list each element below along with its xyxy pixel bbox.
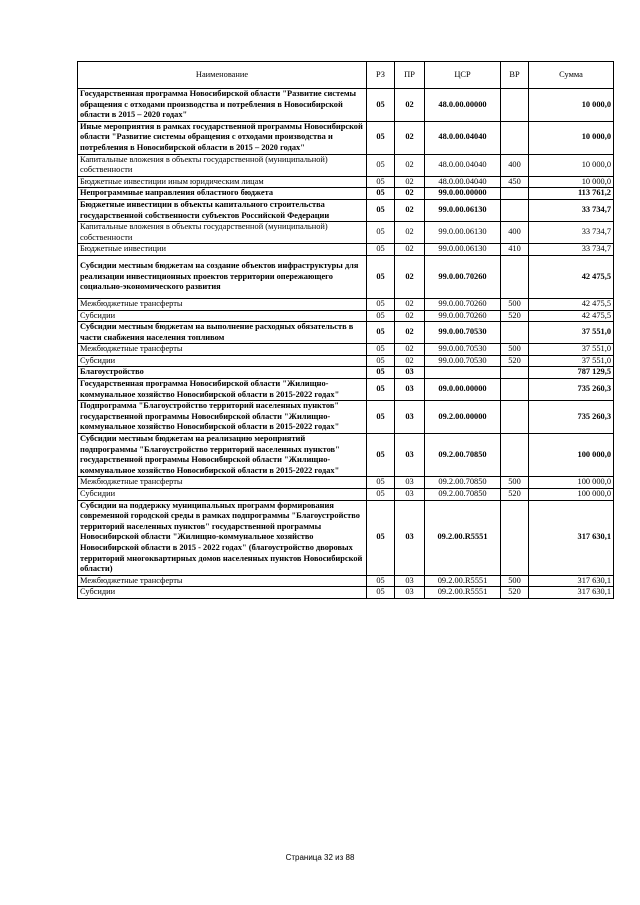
cell-sum: 37 551,0 bbox=[529, 355, 614, 367]
cell-vr: 400 bbox=[501, 154, 529, 176]
cell-vr bbox=[501, 500, 529, 575]
cell-csr: 99.0.00.70260 bbox=[425, 310, 501, 322]
cell-rz: 05 bbox=[367, 255, 395, 298]
table-row bbox=[78, 322, 614, 344]
cell-vr bbox=[501, 367, 529, 379]
cell-sum: 735 260,3 bbox=[529, 401, 614, 434]
table-row bbox=[78, 255, 614, 298]
cell-pr: 02 bbox=[395, 176, 425, 188]
cell-sum: 33 734,7 bbox=[529, 244, 614, 256]
cell-vr: 450 bbox=[501, 176, 529, 188]
cell-csr: 48.0.00.04040 bbox=[425, 121, 501, 154]
cell-sum: 10 000,0 bbox=[529, 121, 614, 154]
budget-table bbox=[77, 61, 614, 599]
cell-name: Капитальные вложения в объекты государственной (муниципальной) собственности bbox=[78, 222, 367, 244]
cell-sum: 42 475,5 bbox=[529, 298, 614, 310]
cell-vr bbox=[501, 434, 529, 477]
table-row bbox=[78, 355, 614, 367]
cell-rz: 05 bbox=[367, 434, 395, 477]
cell-name: Бюджетные инвестиции bbox=[78, 244, 367, 256]
cell-sum: 735 260,3 bbox=[529, 379, 614, 401]
table-row bbox=[78, 176, 614, 188]
cell-sum: 317 630,1 bbox=[529, 587, 614, 599]
table-row bbox=[78, 477, 614, 489]
cell-name: Благоустройство bbox=[78, 367, 367, 379]
cell-sum: 100 000,0 bbox=[529, 489, 614, 501]
cell-sum: 10 000,0 bbox=[529, 154, 614, 176]
cell-csr: 09.2.00.00000 bbox=[425, 401, 501, 434]
cell-vr: 520 bbox=[501, 355, 529, 367]
cell-name: Межбюджетные трансферты bbox=[78, 298, 367, 310]
cell-pr: 02 bbox=[395, 355, 425, 367]
cell-vr bbox=[501, 199, 529, 221]
cell-name: Субсидии местным бюджетам на выполнение расходных обязательств в части снабжения населения топливом bbox=[78, 322, 367, 344]
cell-name: Государственная программа Новосибирской области "Развитие системы обращения с отходами производства и потребления в Новосибирской области в 2015 – 2020 годах" bbox=[78, 89, 367, 122]
cell-rz: 05 bbox=[367, 322, 395, 344]
cell-sum: 10 000,0 bbox=[529, 89, 614, 122]
cell-name: Субсидии местным бюджетам на реализацию мероприятий подпрограммы "Благоустройство территорий населенных пунктов" государственной программы Новосибирской области "Жилищно-коммунальное хозяйство Новосибирской области в 2015-2022 годах" bbox=[78, 434, 367, 477]
table-row bbox=[78, 310, 614, 322]
cell-vr: 520 bbox=[501, 310, 529, 322]
cell-vr bbox=[501, 121, 529, 154]
cell-csr: 99.0.00.70530 bbox=[425, 344, 501, 356]
cell-pr: 03 bbox=[395, 575, 425, 587]
cell-pr: 03 bbox=[395, 477, 425, 489]
cell-vr bbox=[501, 379, 529, 401]
cell-rz: 05 bbox=[367, 575, 395, 587]
cell-csr: 09.2.00.R5551 bbox=[425, 587, 501, 599]
table-row bbox=[78, 199, 614, 221]
cell-rz: 05 bbox=[367, 489, 395, 501]
cell-name: Бюджетные инвестиции иным юридическим лицам bbox=[78, 176, 367, 188]
cell-rz: 05 bbox=[367, 154, 395, 176]
table-header-row bbox=[78, 62, 614, 89]
cell-pr: 02 bbox=[395, 255, 425, 298]
cell-csr: 99.0.00.70260 bbox=[425, 298, 501, 310]
cell-pr: 02 bbox=[395, 188, 425, 200]
cell-rz: 05 bbox=[367, 121, 395, 154]
cell-pr: 02 bbox=[395, 199, 425, 221]
cell-rz: 05 bbox=[367, 89, 395, 122]
header-rz: РЗ bbox=[367, 62, 395, 89]
page-number: Страница 32 из 88 bbox=[285, 853, 355, 862]
cell-name: Непрограммные направления областного бюджета bbox=[78, 188, 367, 200]
cell-pr: 03 bbox=[395, 367, 425, 379]
cell-csr: 48.0.00.04040 bbox=[425, 154, 501, 176]
cell-sum: 37 551,0 bbox=[529, 322, 614, 344]
cell-pr: 03 bbox=[395, 500, 425, 575]
header-pr: ПР bbox=[395, 62, 425, 89]
cell-rz: 05 bbox=[367, 344, 395, 356]
cell-sum: 33 734,7 bbox=[529, 199, 614, 221]
cell-rz: 05 bbox=[367, 367, 395, 379]
cell-csr: 09.2.00.70850 bbox=[425, 477, 501, 489]
cell-name: Межбюджетные трансферты bbox=[78, 477, 367, 489]
cell-sum: 317 630,1 bbox=[529, 500, 614, 575]
cell-rz: 05 bbox=[367, 244, 395, 256]
cell-sum: 787 129,5 bbox=[529, 367, 614, 379]
cell-vr bbox=[501, 322, 529, 344]
cell-sum: 10 000,0 bbox=[529, 176, 614, 188]
cell-vr bbox=[501, 89, 529, 122]
cell-name: Субсидии bbox=[78, 489, 367, 501]
cell-rz: 05 bbox=[367, 310, 395, 322]
cell-sum: 42 475,5 bbox=[529, 255, 614, 298]
cell-sum: 317 630,1 bbox=[529, 575, 614, 587]
cell-rz: 05 bbox=[367, 477, 395, 489]
cell-vr: 500 bbox=[501, 477, 529, 489]
cell-rz: 05 bbox=[367, 298, 395, 310]
cell-name: Субсидии bbox=[78, 355, 367, 367]
cell-rz: 05 bbox=[367, 355, 395, 367]
cell-rz: 05 bbox=[367, 222, 395, 244]
cell-pr: 03 bbox=[395, 401, 425, 434]
cell-csr: 09.2.00.70850 bbox=[425, 489, 501, 501]
cell-vr: 500 bbox=[501, 298, 529, 310]
cell-csr: 99.0.00.06130 bbox=[425, 222, 501, 244]
cell-name: Бюджетные инвестиции в объекты капитального строительства государственной собственности субъектов Российской Федерации bbox=[78, 199, 367, 221]
cell-rz: 05 bbox=[367, 379, 395, 401]
cell-rz: 05 bbox=[367, 199, 395, 221]
cell-csr: 09.2.00.R5551 bbox=[425, 500, 501, 575]
table-row bbox=[78, 188, 614, 200]
cell-pr: 02 bbox=[395, 222, 425, 244]
cell-vr: 520 bbox=[501, 489, 529, 501]
table-row bbox=[78, 121, 614, 154]
table-row bbox=[78, 344, 614, 356]
cell-name: Субсидии bbox=[78, 310, 367, 322]
cell-sum: 100 000,0 bbox=[529, 434, 614, 477]
cell-vr: 520 bbox=[501, 587, 529, 599]
cell-pr: 02 bbox=[395, 322, 425, 344]
header-vr: ВР bbox=[501, 62, 529, 89]
cell-vr bbox=[501, 188, 529, 200]
table-row bbox=[78, 434, 614, 477]
table-row bbox=[78, 489, 614, 501]
cell-pr: 02 bbox=[395, 89, 425, 122]
cell-csr: 09.2.00.70850 bbox=[425, 434, 501, 477]
cell-csr bbox=[425, 367, 501, 379]
cell-name: Субсидии на поддержку муниципальных программ формирования современной городской среды в рамках подпрограммы "Благоустройство территорий населенных пунктов" государственной программы Новосибирской области "Жилищно-коммунальное хозяйство Новосибирской области в 2015 - 2022 годах" (благоустройство дворовых территорий многоквартирных домов населенных пунктов Новосибирской области) bbox=[78, 500, 367, 575]
cell-csr: 99.0.00.00000 bbox=[425, 188, 501, 200]
table-row bbox=[78, 500, 614, 575]
cell-csr: 99.0.00.70260 bbox=[425, 255, 501, 298]
cell-pr: 02 bbox=[395, 298, 425, 310]
cell-vr bbox=[501, 401, 529, 434]
cell-vr: 400 bbox=[501, 222, 529, 244]
cell-csr: 99.0.00.70530 bbox=[425, 322, 501, 344]
header-sum: Сумма bbox=[529, 62, 614, 89]
cell-pr: 02 bbox=[395, 244, 425, 256]
cell-csr: 99.0.00.70530 bbox=[425, 355, 501, 367]
cell-name: Капитальные вложения в объекты государственной (муниципальной) собственности bbox=[78, 154, 367, 176]
header-csr: ЦСР bbox=[425, 62, 501, 89]
cell-vr: 500 bbox=[501, 575, 529, 587]
table-row bbox=[78, 587, 614, 599]
cell-name: Субсидии местным бюджетам на создание объектов инфраструктуры для реализации инвестиционных проектов территории опережающего социально-экономического развития bbox=[78, 255, 367, 298]
cell-vr: 500 bbox=[501, 344, 529, 356]
table-row bbox=[78, 575, 614, 587]
cell-pr: 02 bbox=[395, 121, 425, 154]
cell-pr: 03 bbox=[395, 587, 425, 599]
table-row bbox=[78, 379, 614, 401]
cell-sum: 113 761,2 bbox=[529, 188, 614, 200]
cell-pr: 03 bbox=[395, 489, 425, 501]
cell-csr: 09.2.00.R5551 bbox=[425, 575, 501, 587]
cell-sum: 100 000,0 bbox=[529, 477, 614, 489]
cell-name: Межбюджетные трансферты bbox=[78, 344, 367, 356]
table-row bbox=[78, 89, 614, 122]
cell-sum: 42 475,5 bbox=[529, 310, 614, 322]
header-name: Наименование bbox=[78, 62, 367, 89]
table-row bbox=[78, 154, 614, 176]
cell-name: Иные мероприятия в рамках государственной программы Новосибирской области "Развитие системы обращения с отходами производства и потребления в Новосибирской области в 2015 – 2020 годах" bbox=[78, 121, 367, 154]
cell-rz: 05 bbox=[367, 500, 395, 575]
cell-pr: 02 bbox=[395, 344, 425, 356]
cell-csr: 99.0.00.06130 bbox=[425, 244, 501, 256]
cell-name: Межбюджетные трансферты bbox=[78, 575, 367, 587]
cell-sum: 37 551,0 bbox=[529, 344, 614, 356]
cell-rz: 05 bbox=[367, 188, 395, 200]
cell-name: Подпрограмма "Благоустройство территорий населенных пунктов" государственной программы Новосибирской области "Жилищно-коммунальное хозяйство Новосибирской области в 2015-2022 годах" bbox=[78, 401, 367, 434]
table-row bbox=[78, 367, 614, 379]
table-row bbox=[78, 298, 614, 310]
table-row bbox=[78, 401, 614, 434]
cell-csr: 48.0.00.04040 bbox=[425, 176, 501, 188]
cell-csr: 09.0.00.00000 bbox=[425, 379, 501, 401]
cell-name: Субсидии bbox=[78, 587, 367, 599]
cell-name: Государственная программа Новосибирской области "Жилищно-коммунальное хозяйство Новосибирской области в 2015-2022 годах" bbox=[78, 379, 367, 401]
cell-pr: 03 bbox=[395, 379, 425, 401]
cell-vr: 410 bbox=[501, 244, 529, 256]
table-row bbox=[78, 244, 614, 256]
cell-csr: 99.0.00.06130 bbox=[425, 199, 501, 221]
cell-vr bbox=[501, 255, 529, 298]
cell-pr: 02 bbox=[395, 310, 425, 322]
cell-rz: 05 bbox=[367, 176, 395, 188]
cell-sum: 33 734,7 bbox=[529, 222, 614, 244]
cell-rz: 05 bbox=[367, 587, 395, 599]
cell-rz: 05 bbox=[367, 401, 395, 434]
cell-pr: 02 bbox=[395, 154, 425, 176]
table-row bbox=[78, 222, 614, 244]
cell-pr: 03 bbox=[395, 434, 425, 477]
cell-csr: 48.0.00.00000 bbox=[425, 89, 501, 122]
